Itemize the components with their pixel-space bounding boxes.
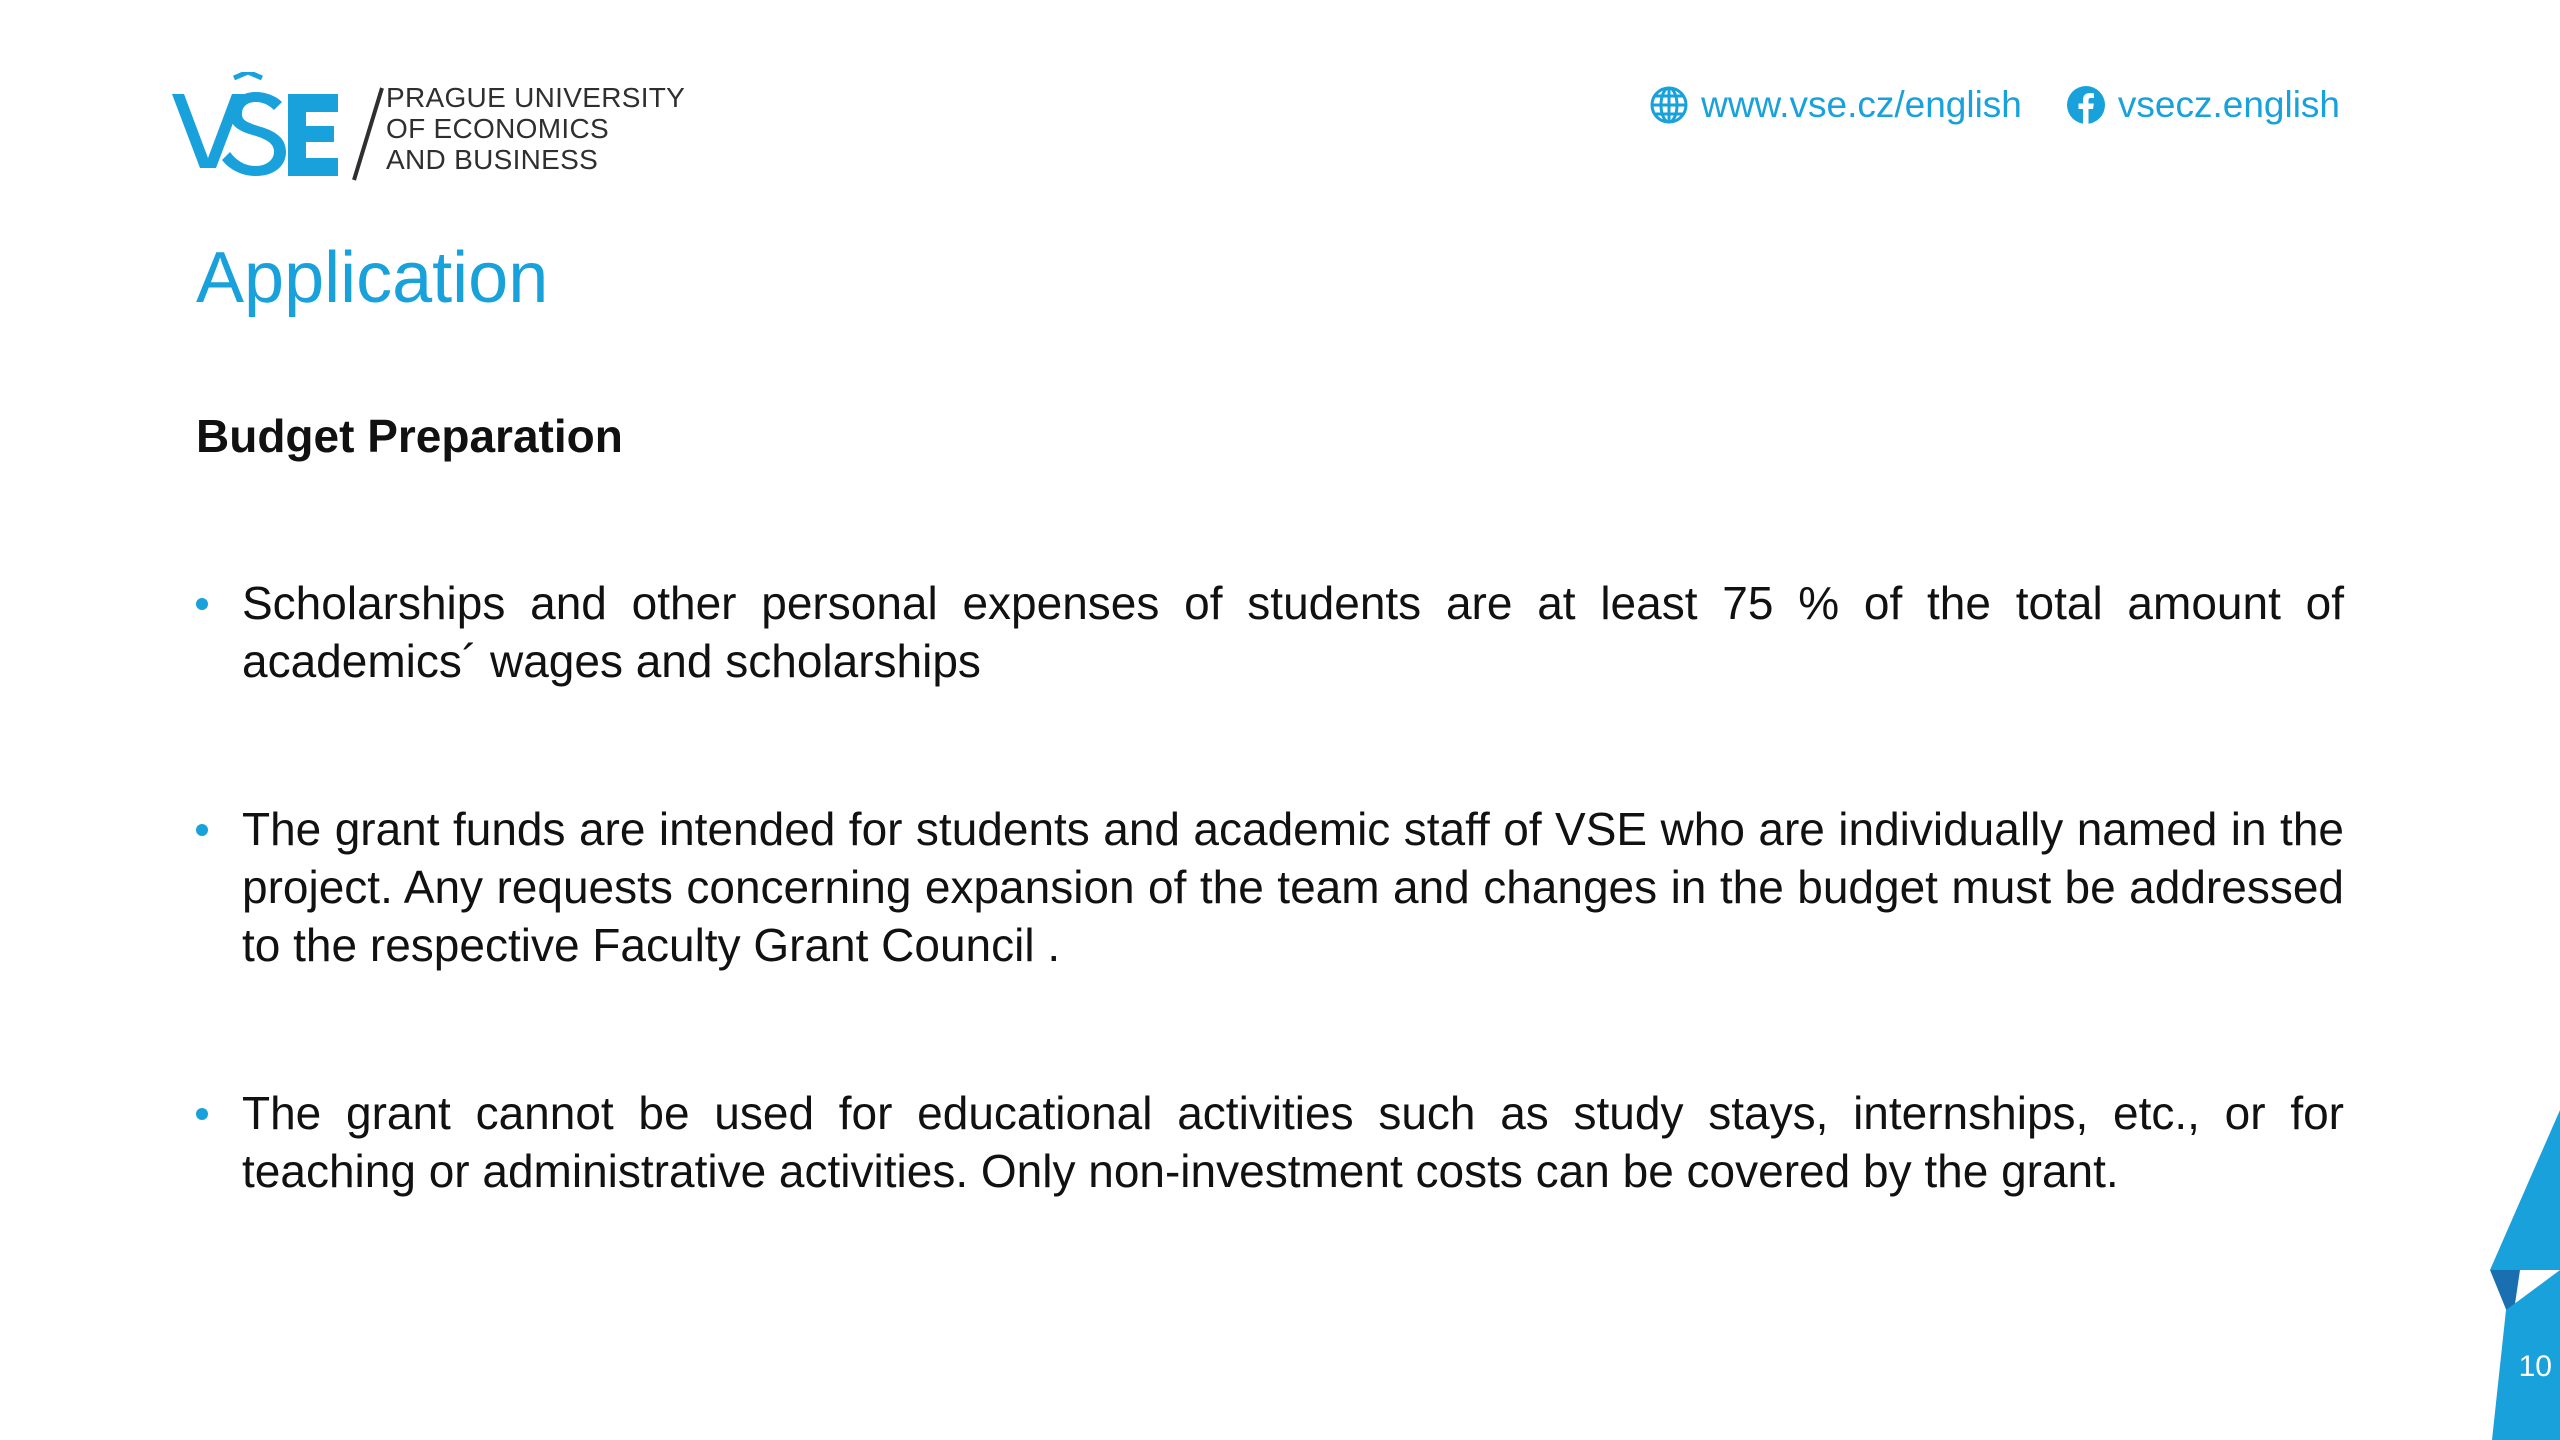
bullet-text: Scholarships and other personal expenses of students are at least 75 % of the total amount of academics´ wages and scholarships <box>242 577 2344 687</box>
bullet-item <box>196 574 2344 690</box>
bullet-item <box>196 800 2344 974</box>
header-links <box>1649 80 2340 130</box>
logo-line-1: PRAGUE UNIVERSITY <box>386 82 686 113</box>
section-heading: Budget Preparation <box>196 410 623 462</box>
university-logo <box>172 72 686 182</box>
logo-line-2: OF ECONOMICS <box>386 113 609 144</box>
website-link-label: www.vse.cz/english <box>1701 84 2022 125</box>
bullet-text: The grant cannot be used for educational activities such as study stays, internships, etc., or for teaching or administrative activities. Only non-investment costs can be covered by the grant. <box>242 1087 2344 1197</box>
website-link[interactable] <box>1649 84 2022 126</box>
facebook-link-label: vsecz.english <box>2117 84 2340 125</box>
bullet-item <box>196 1084 2344 1200</box>
bullet-dot-icon <box>196 824 208 836</box>
bullet-list <box>196 574 2344 1200</box>
bullet-dot-icon <box>196 1108 208 1120</box>
facebook-link[interactable] <box>2066 84 2340 126</box>
globe-icon <box>1649 85 1689 125</box>
logo-line-3: AND BUSINESS <box>386 144 599 175</box>
bullet-dot-icon <box>196 598 208 610</box>
logo-divider-slash <box>348 84 388 184</box>
university-name <box>386 82 686 175</box>
facebook-icon <box>2066 85 2106 125</box>
slide-title: Application <box>196 238 549 318</box>
page-number: 10 <box>2518 1350 2552 1383</box>
vse-logo-mark <box>172 72 338 182</box>
corner-decoration <box>2480 1110 2560 1440</box>
bullet-text: The grant funds are intended for students and academic staff of VSE who are individually named in the project. Any requests concerning expansion of the team and changes in the budget must be addressed to the respective Faculty Grant Council . <box>242 803 2344 971</box>
